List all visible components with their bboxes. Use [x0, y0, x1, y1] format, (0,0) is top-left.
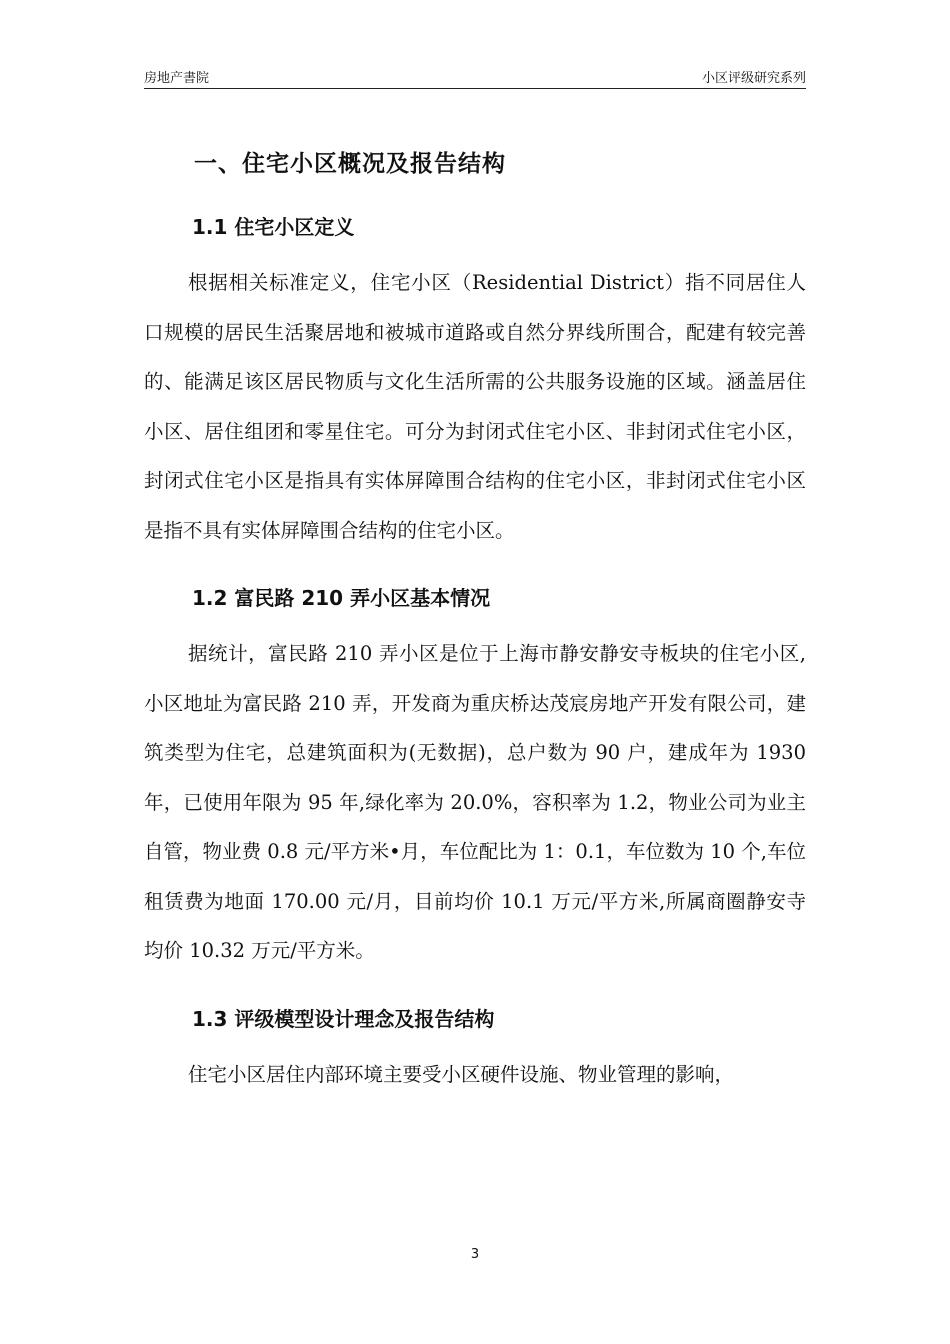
section-title-1-2: 1.2 富民路 210 弄小区基本情况 — [192, 586, 491, 610]
document-body — [144, 140, 806, 1099]
header-series: 小区评级研究系列 — [701, 71, 806, 86]
section-title-1-1: 1.1 住宅小区定义 — [192, 215, 355, 239]
header-publisher: 房地产書院 — [144, 71, 210, 86]
section-paragraph-1-2: 据统计，富民路 210 弄小区是位于上海市静安静安寺板块的住宅小区,小区地址为富民路 210 弄，开发商为重庆桥达茂宸房地产开发有限公司，建筑类型为住宅，总建筑面积为(无数据)，总户数为 90 户，建成年为 1930 年，已使用年限为 95 年,绿化率为 20.0%，容积率为 1.2，物业公司为业主自管，物业费 0.8 元/平方米•月，车位配比为 1：0.1，车位数为 10 个,车位租赁费为地面 170.00 元/月，目前均价 10.1 万元/平方米,所属商圈静安寺均价 10.32 万元/平方米。 — [144, 642, 806, 962]
page-number: 3 — [470, 1247, 480, 1262]
page-header — [144, 64, 806, 89]
section-paragraph-1-1: 根据相关标准定义，住宅小区（Residential District）指不同居住人口规模的居民生活聚居地和被城市道路或自然分界线所围合，配建有较完善的、能满足该区居民物质与文化生活所需的公共服务设施的区域。涵盖居住小区、居住组团和零星住宅。可分为封闭式住宅小区、非封闭式住宅小区，封闭式住宅小区是指具有实体屏障围合结构的住宅小区，非封闭式住宅小区是指不具有实体屏障围合结构的住宅小区。 — [144, 271, 806, 542]
section-title-1-3: 1.3 评级模型设计理念及报告结构 — [192, 1006, 495, 1031]
chapter-title: 一、住宅小区概况及报告结构 — [194, 151, 506, 177]
section-paragraph-1-3: 住宅小区居住内部环境主要受小区硬件设施、物业管理的影响， — [188, 1062, 735, 1086]
